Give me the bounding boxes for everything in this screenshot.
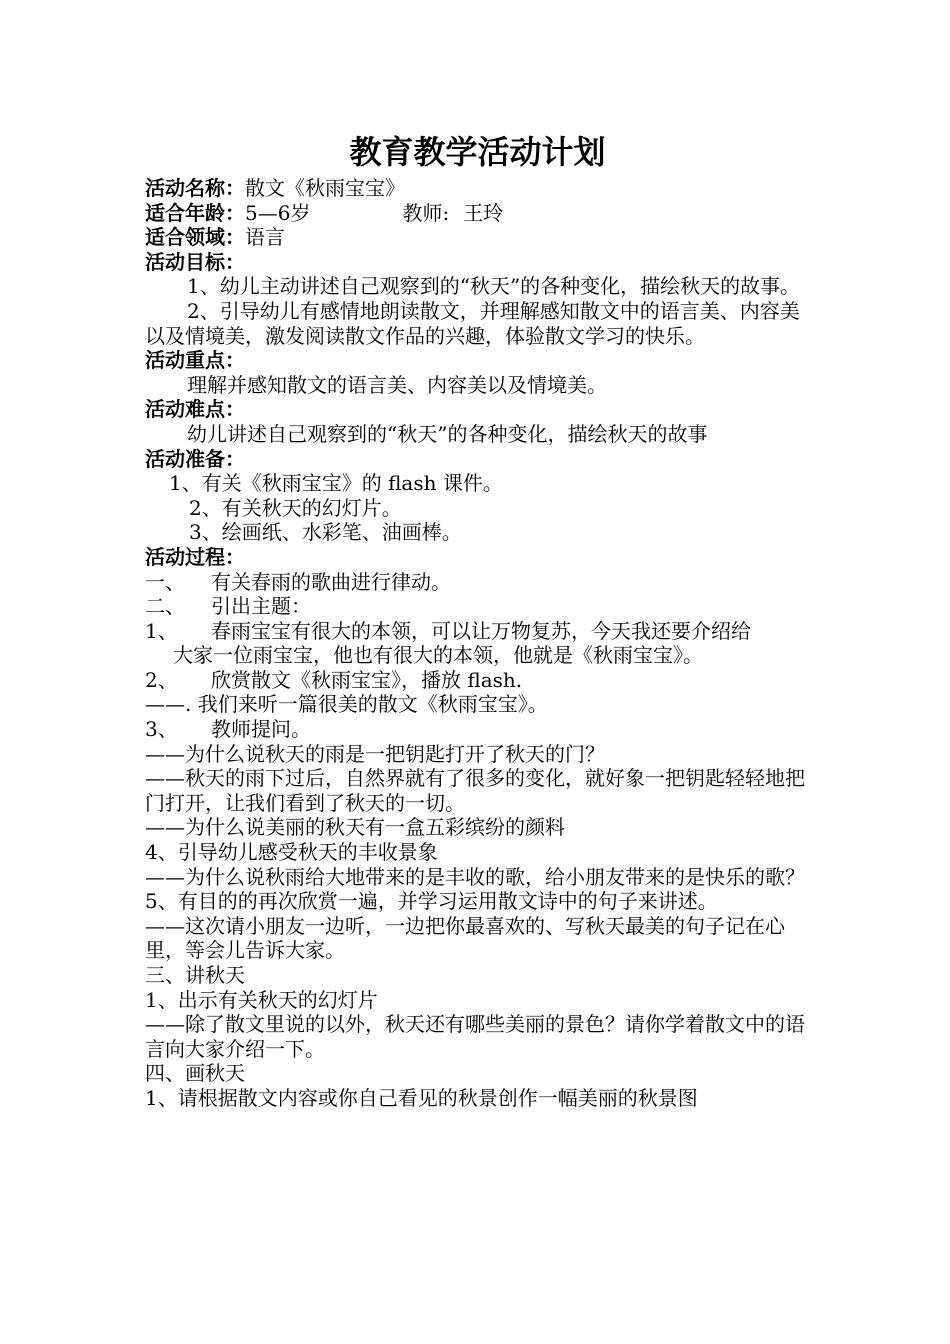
step-text: 欣赏散文《秋雨宝宝》，播放 flash. bbox=[211, 667, 523, 692]
goal-2: 2、引导幼儿有感情地朗读散文，并理解感知散文中的语言美、内容美以及情境美，激发阅读散文作品的兴趣，体验散文学习的快乐。 bbox=[145, 298, 800, 348]
age-label: 适合年龄： bbox=[145, 200, 245, 225]
process-line-9: ——为什么说美丽的秋天有一盒五彩缤纷的颜料 bbox=[145, 815, 565, 840]
step-number: 3、 bbox=[145, 717, 178, 742]
prep-item-3: 3、绘画纸、水彩笔、油画棒。 bbox=[189, 520, 462, 545]
goals-heading: 活动目标： bbox=[145, 249, 245, 274]
step-number: 一、 bbox=[145, 569, 185, 594]
process-step-3-cont: 大家一位雨宝宝，他也有很大的本领，他就是《秋雨宝宝》。 bbox=[173, 643, 703, 668]
step-number: 二、 bbox=[145, 594, 185, 619]
focus-text: 理解并感知散文的语言美、内容美以及情境美。 bbox=[187, 372, 607, 397]
age-value: 5—6岁 bbox=[245, 200, 311, 225]
process-line-8: ——秋天的雨下过后，自然界就有了很多的变化，就好象一把钥匙轻轻地把门打开，让我们看到了秋天的一切。 bbox=[145, 766, 805, 815]
step-text: 有关春雨的歌曲进行律动。 bbox=[211, 569, 451, 594]
document-page bbox=[145, 130, 810, 1111]
activity-name-label: 活动名称： bbox=[145, 176, 245, 200]
prep-item-2: 2、有关秋天的幻灯片。 bbox=[189, 495, 402, 520]
process-line-18: 1、请根据散文内容或你自己看见的秋景创作一幅美丽的秋景图 bbox=[145, 1085, 698, 1110]
page-title: 教育教学活动计划 bbox=[349, 133, 606, 171]
process-line-11: ——为什么说秋雨给大地带来的是丰收的歌，给小朋友带来的是快乐的歌？ bbox=[145, 864, 805, 889]
step-text: 引出主题： bbox=[211, 594, 311, 619]
activity-name-value: 散文《秋雨宝宝》 bbox=[245, 176, 405, 200]
process-line-16: ——除了散文里说的以外，秋天还有哪些美丽的景色？请你学着散文中的语言向大家介绍一下。 bbox=[145, 1012, 805, 1061]
process-line-17: 四、画秋天 bbox=[145, 1061, 245, 1086]
process-line-15: 1、出示有关秋天的幻灯片 bbox=[145, 987, 378, 1012]
process-line-7: ——为什么说秋天的雨是一把钥匙打开了秋天的门？ bbox=[145, 741, 605, 766]
step-text: 教师提问。 bbox=[211, 717, 311, 742]
step-number: 2、 bbox=[145, 667, 178, 692]
process-line-12: 5、有目的的再次欣赏一遍，并学习运用散文诗中的句子来讲述。 bbox=[145, 889, 718, 914]
process-line-14: 三、讲秋天 bbox=[145, 963, 245, 987]
prep-heading: 活动准备： bbox=[145, 446, 245, 471]
process-step-6 bbox=[145, 717, 810, 742]
domain-label: 适合领域： bbox=[145, 225, 245, 250]
process-step-2 bbox=[145, 594, 810, 619]
teacher-label: 教师: bbox=[402, 200, 450, 225]
prep-item-1: 1、有关《秋雨宝宝》的 flash 课件。 bbox=[169, 471, 503, 496]
process-line-10: 4、引导幼儿感受秋天的丰收景象 bbox=[145, 840, 438, 865]
process-heading: 活动过程： bbox=[145, 544, 245, 569]
domain-row bbox=[145, 225, 810, 250]
process-line-5: ——. 我们来听一篇很美的散文《秋雨宝宝》。 bbox=[145, 692, 548, 717]
step-number: 1、 bbox=[145, 618, 178, 643]
teacher-value: 王玲 bbox=[463, 200, 504, 225]
step-text: 春雨宝宝有很大的本领，可以让万物复苏，今天我还要介绍给 bbox=[211, 618, 751, 643]
process-step-1 bbox=[145, 570, 810, 595]
domain-value: 语言 bbox=[245, 225, 285, 250]
activity-name-row bbox=[145, 176, 810, 201]
difficulty-text: 幼儿讲述自己观察到的“秋天”的各种变化，描绘秋天的故事 bbox=[187, 421, 708, 446]
goal-1: 1、幼儿主动讲述自己观察到的“秋天”的各种变化，描绘秋天的故事。 bbox=[187, 274, 801, 299]
process-line-13: ——这次请小朋友一边听，一边把你最喜欢的、写秋天最美的句子记在心里，等会儿告诉大家。 bbox=[145, 913, 785, 963]
difficulty-heading: 活动难点： bbox=[145, 397, 245, 422]
process-step-3 bbox=[145, 619, 810, 644]
age-row bbox=[145, 201, 810, 226]
focus-heading: 活动重点： bbox=[145, 348, 245, 373]
process-step-4 bbox=[145, 668, 810, 693]
